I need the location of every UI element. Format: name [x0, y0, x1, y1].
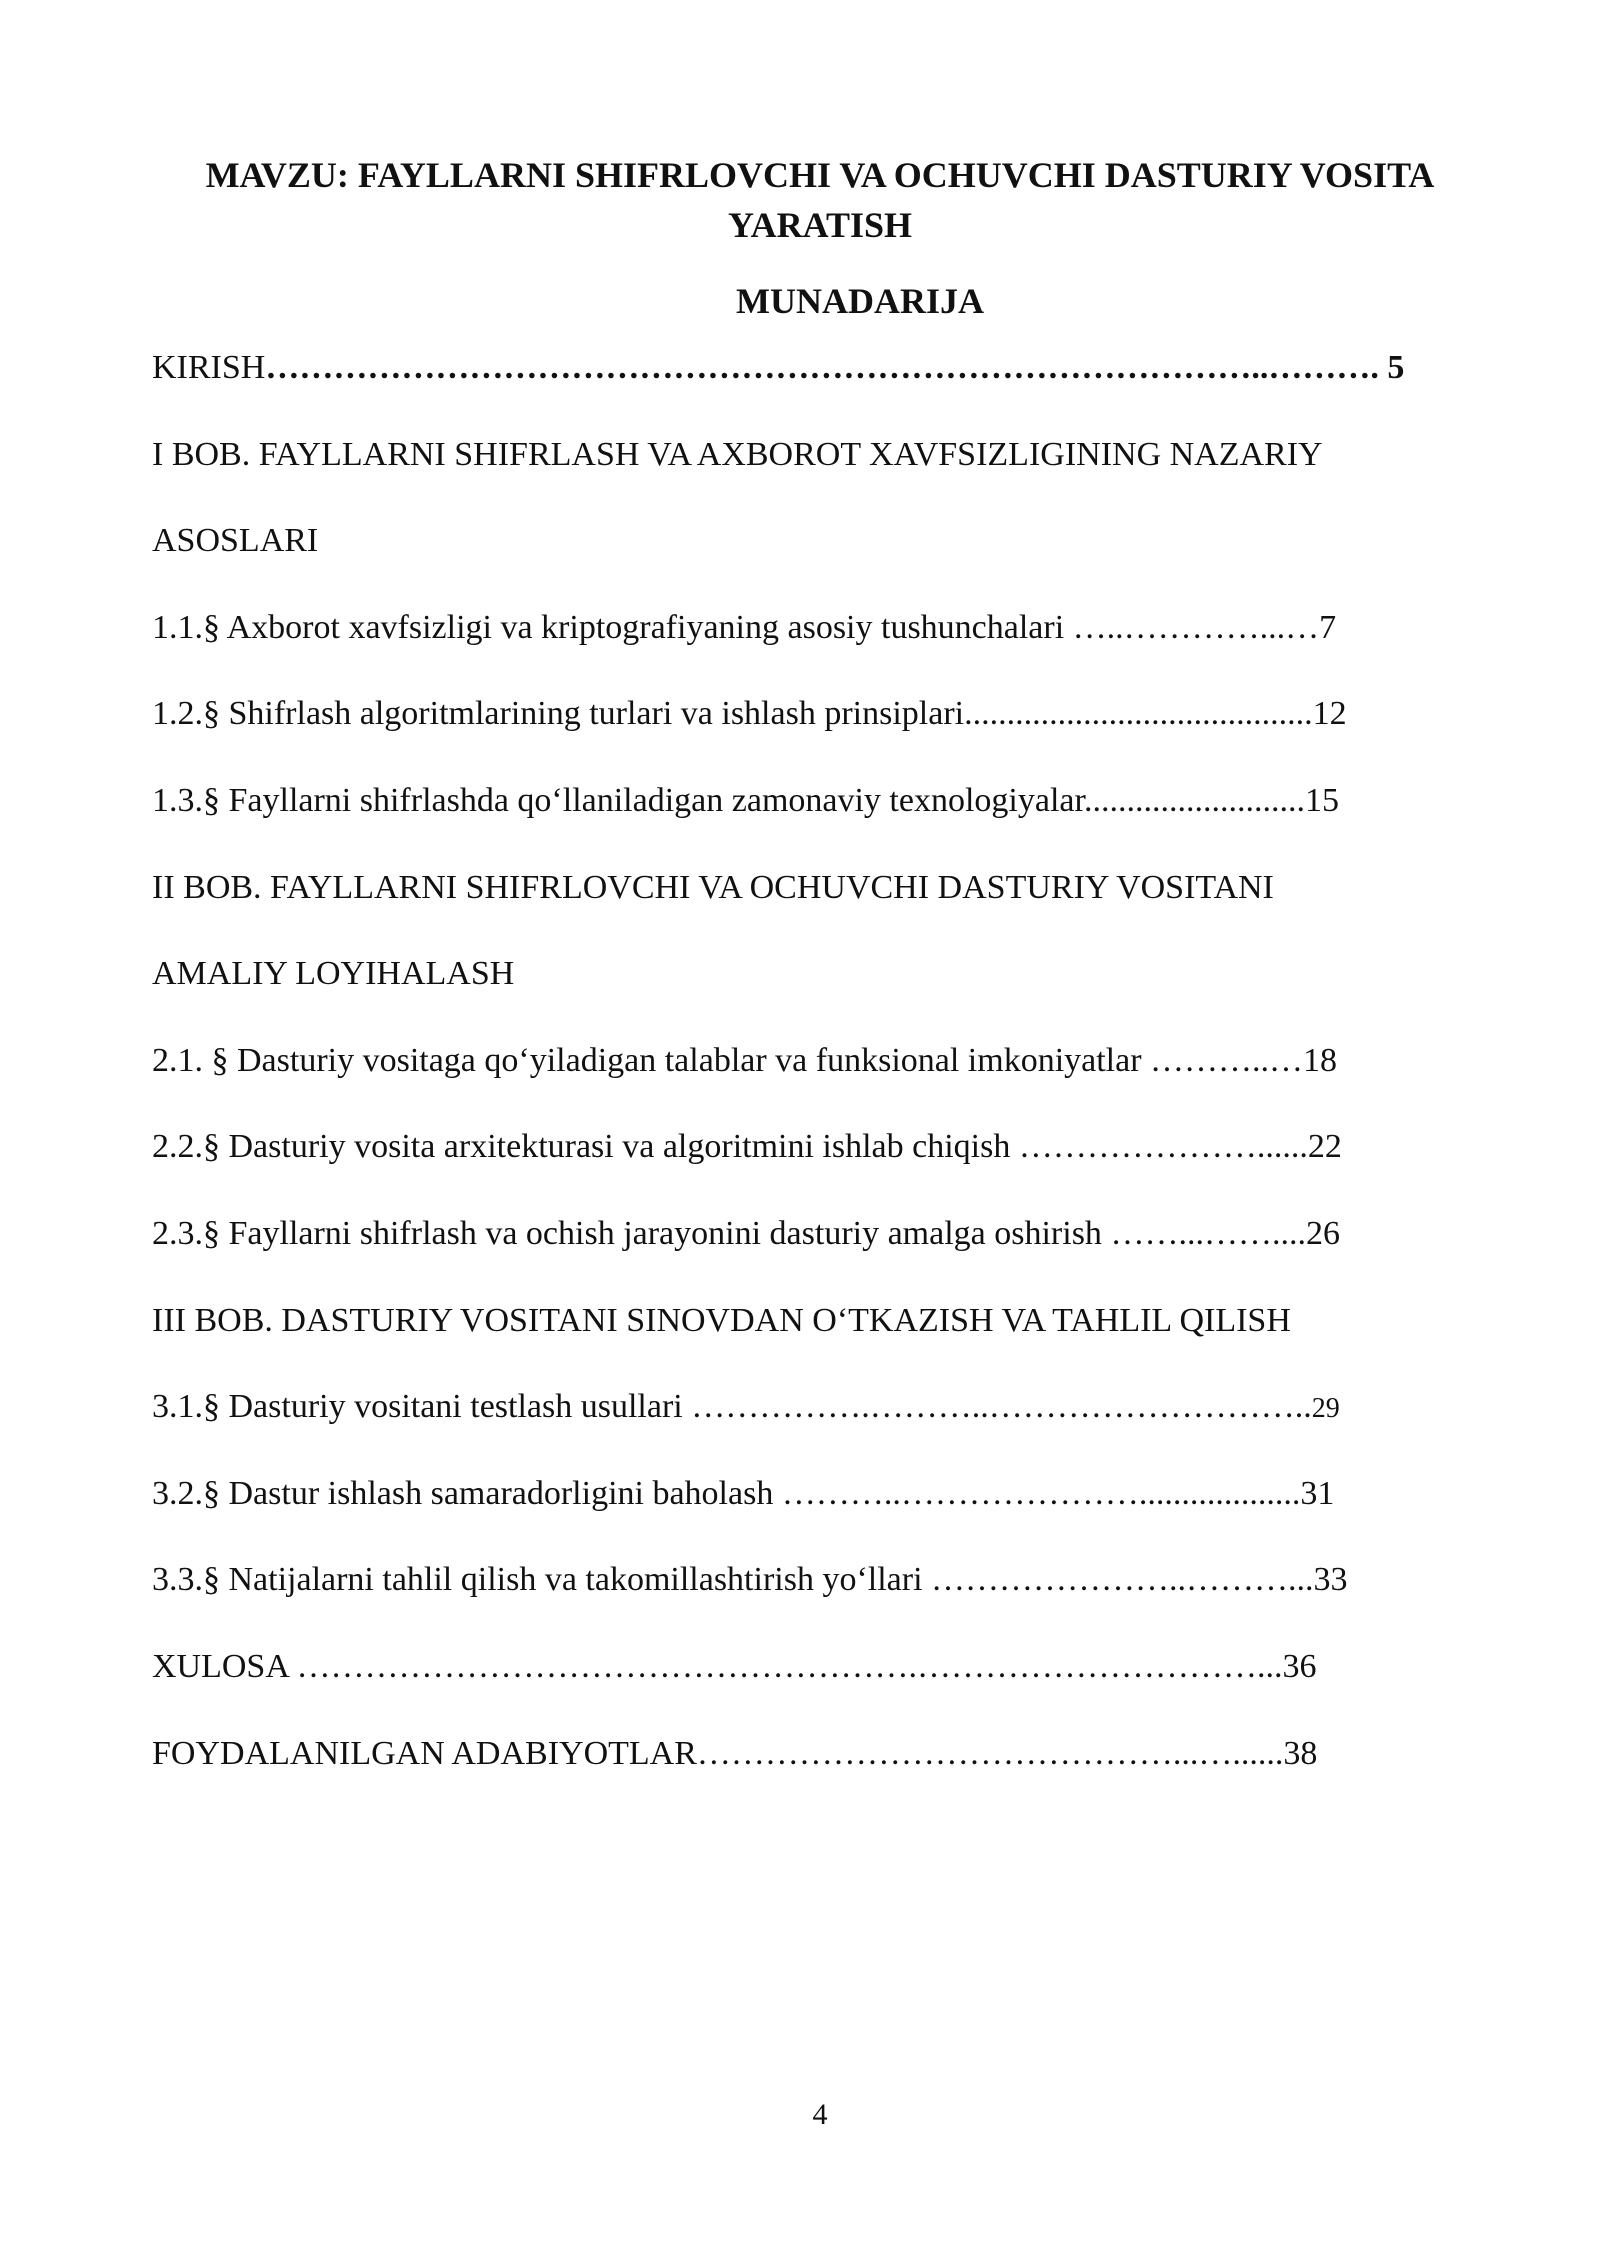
toc-entry-label: 1.3.§ Fayllarni shifrlashda qo‘llaniladigan zamonaviy texnologiyalar	[152, 781, 1084, 819]
toc-entry-label: FOYDALANILGAN ADABIYOTLAR	[152, 1734, 697, 1772]
toc-entry-page: 29	[1311, 1393, 1340, 1425]
toc-entry-label: II BOB. FAYLLARNI SHIFRLOVCHI VA OCHUVCHI DASTURIY VOSITANI	[152, 868, 1274, 906]
toc-entry-page: 15	[1304, 781, 1339, 819]
toc-entry-page: 36	[1282, 1647, 1317, 1685]
toc-entry-page: 31	[1300, 1474, 1335, 1512]
toc-entry-2-1	[152, 1031, 1492, 1118]
title-line-2: YARATISH	[727, 205, 913, 245]
toc-entry-chapter-1-line-2	[152, 511, 1492, 598]
toc-entry-leader: …………….………..………………………..	[691, 1388, 1312, 1426]
toc-entry-leader: …..…………...…	[1072, 608, 1320, 646]
toc-entry-label: 3.2.§ Dastur ishlash samaradorligini baholash	[152, 1474, 782, 1512]
toc-entry-xulosa	[152, 1637, 1492, 1724]
toc-entry-1-3	[152, 771, 1492, 858]
toc-entry-label: I BOB. FAYLLARNI SHIFRLASH VA AXBOROT XAVFSIZLIGINING NAZARIY	[152, 435, 1323, 473]
toc-entry-leader: .........................................	[964, 695, 1313, 733]
toc-entry-3-1	[152, 1377, 1492, 1464]
toc-entry-page: 5	[1378, 349, 1405, 386]
toc-entry-leader: ……………………………………………….…………………………...	[296, 1647, 1283, 1685]
toc-entry-label: 1.1.§ Axborot xavfsizligi va kriptografiyaning asosiy tushunchalari	[152, 608, 1073, 646]
toc-entry-leader: …………………......	[1018, 1128, 1308, 1166]
page-number: 4	[812, 2098, 828, 2131]
toc-entry-page: 22	[1307, 1128, 1342, 1166]
toc-entry-3-2	[152, 1464, 1492, 1551]
toc-entry-2-2	[152, 1117, 1492, 1204]
toc-entry-leader: ………..…………………...................	[781, 1474, 1301, 1512]
toc-heading: MUNADARIJA	[736, 281, 984, 321]
toc-entry-page: 7	[1319, 608, 1337, 646]
table-of-contents	[152, 338, 1492, 1810]
toc-entry-page: 12	[1312, 695, 1347, 733]
toc-entry-label: 3.3.§ Natijalarni tahlil qilish va takomillashtirish yo‘llari	[152, 1561, 932, 1599]
toc-entry-page: 38	[1283, 1734, 1318, 1772]
toc-entry-3-3	[152, 1550, 1492, 1637]
toc-entry-chapter-2-line-1	[152, 858, 1492, 945]
toc-entry-leader: ……………………………………...…......	[696, 1734, 1284, 1772]
toc-entry-2-3	[152, 1204, 1492, 1291]
title-line-1: MAVZU: FAYLLARNI SHIFRLOVCHI VA OCHUVCHI DASTURIY VOSITA	[205, 155, 1435, 195]
toc-entry-kirish	[152, 338, 1492, 425]
toc-entry-leader: …………………..………...	[931, 1561, 1314, 1599]
toc-entry-label: ASOSLARI	[152, 522, 319, 560]
toc-entry-page: 26	[1305, 1214, 1340, 1252]
toc-entry-1-1	[152, 598, 1492, 685]
toc-entry-label: III BOB. DASTURIY VOSITANI SINOVDAN O‘TKAZISH VA TAHLIL QILISH	[152, 1301, 1291, 1339]
toc-entry-leader: ……………………………………………………………………………..……….	[265, 349, 1379, 386]
toc-entry-chapter-1-line-1	[152, 425, 1492, 512]
toc-entry-label: 1.2.§ Shifrlash algoritmlarining turlari va ishlash prinsiplari	[152, 695, 965, 733]
toc-entry-page: 33	[1313, 1561, 1348, 1599]
toc-entry-label: XULOSA	[152, 1647, 297, 1685]
toc-entry-label: 2.3.§ Fayllarni shifrlash va ochish jarayonini dasturiy amalga oshirish	[152, 1214, 1111, 1252]
toc-entry-label: 2.1. § Dasturiy vositaga qo‘yiladigan talablar va funksional imkoniyatlar	[152, 1041, 1151, 1079]
toc-entry-label: 3.1.§ Dasturiy vositani testlash usullari	[152, 1388, 692, 1426]
toc-entry-1-2	[152, 684, 1492, 771]
toc-entry-leader: ……...……....	[1110, 1214, 1306, 1252]
toc-entry-chapter-3	[152, 1291, 1492, 1378]
toc-entry-label: KIRISH	[152, 349, 266, 386]
toc-entry-label: AMALIY LOYIHALASH	[152, 955, 515, 993]
toc-entry-leader: ………..…	[1150, 1041, 1304, 1079]
document-title	[150, 150, 1490, 250]
toc-entry-adabiyotlar	[152, 1724, 1492, 1811]
toc-entry-page: 18	[1303, 1041, 1338, 1079]
toc-entry-chapter-2-line-2	[152, 944, 1492, 1031]
toc-entry-leader: ..........................	[1083, 781, 1305, 819]
toc-entry-label: 2.2.§ Dasturiy vosita arxitekturasi va algoritmini ishlab chiqish	[152, 1128, 1019, 1166]
